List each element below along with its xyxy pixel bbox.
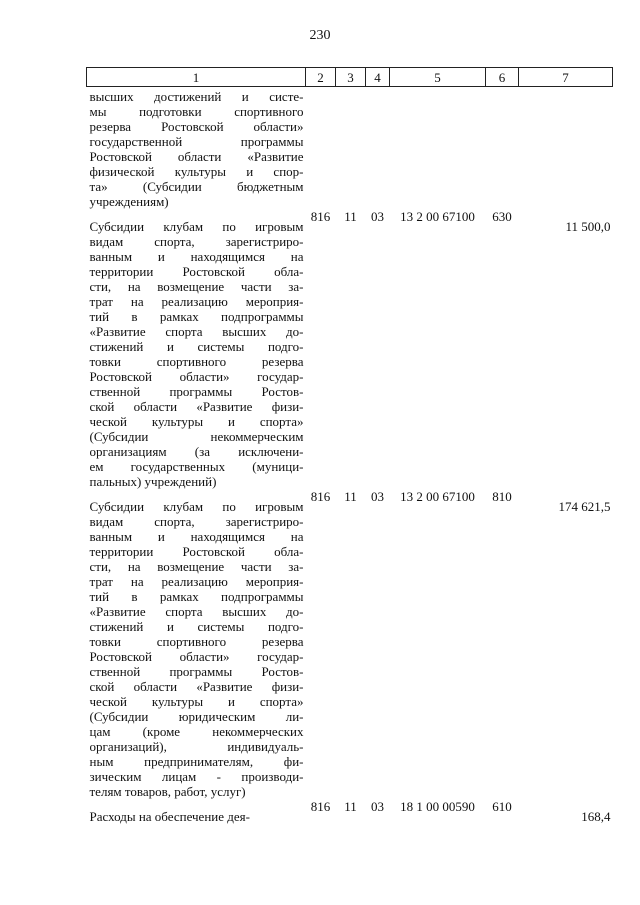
description-line: ческой культуры и спорта» — [89, 694, 304, 709]
cell-section: 11 — [344, 489, 357, 504]
description-line: трат на реализацию мероприя- — [89, 574, 304, 589]
description-line: Расходы на обеспечение дея- — [89, 809, 250, 824]
cell-section: 11 — [344, 799, 357, 814]
description-line: ванным и находящимся на — [89, 249, 304, 264]
table-header-row — [87, 68, 613, 87]
description-line: высших достижений и систе- — [89, 89, 304, 104]
cell-ministry: 816 — [310, 209, 331, 224]
description-line: ственной программы Ростов- — [89, 384, 304, 399]
cell-expense-type: 630 — [492, 209, 512, 224]
cell-target — [390, 87, 486, 210]
cell-amount: 168,4 — [581, 809, 611, 824]
description-line: стижений и системы подго- — [89, 339, 304, 354]
description-line: Субсидии клубам по игровым — [89, 219, 304, 234]
description-line: организациям (за исключени- — [89, 444, 304, 459]
description-line: телям товаров, работ, услуг) — [89, 784, 246, 799]
description-line: мы подготовки спортивного — [89, 104, 304, 119]
cell-subsection: 03 — [371, 209, 384, 224]
description-line: Ростовской области» государ- — [89, 369, 304, 384]
description-line: государственной программы — [89, 134, 304, 149]
cell-subsection: 03 — [371, 489, 384, 504]
cell-description — [87, 209, 306, 489]
cell-subsection: 03 — [371, 799, 384, 814]
description-line: территории Ростовской обла- — [89, 544, 304, 559]
description-line: та» (Субсидии бюджетным — [89, 179, 304, 194]
description-line: товки спортивного резерва — [89, 634, 304, 649]
description-line: товки спортивного резерва — [89, 354, 304, 369]
cell-amount — [519, 87, 613, 210]
column-header-subsection: 4 — [366, 68, 390, 87]
column-header-amount: 7 — [519, 68, 613, 87]
column-header-target: 5 — [390, 68, 486, 87]
table-row — [87, 489, 613, 799]
cell-ministry — [306, 87, 336, 210]
cell-description — [87, 87, 306, 210]
cell-section: 11 — [344, 209, 357, 224]
description-line: сти, на возмещение части за- — [89, 559, 304, 574]
description-line: ской области «Развитие физи- — [89, 679, 304, 694]
description-line: резерва Ростовской области» — [89, 119, 304, 134]
cell-amount: 11 500,0 — [565, 219, 611, 234]
description-line: сти, на возмещение части за- — [89, 279, 304, 294]
cell-expense-type — [486, 87, 519, 210]
cell-expense-type: 610 — [492, 799, 512, 814]
table-row — [87, 799, 613, 824]
description-line: трат на реализацию мероприя- — [89, 294, 304, 309]
description-line: учреждениям) — [89, 194, 169, 209]
description-line: ванным и находящимся на — [89, 529, 304, 544]
description-line: (Субсидии некоммерческим — [89, 429, 304, 444]
description-line: зическим лицам - производи- — [89, 769, 304, 784]
description-line: пальных) учреждений) — [89, 474, 217, 489]
description-line: ской области «Развитие физи- — [89, 399, 304, 414]
cell-expense-type: 810 — [492, 489, 512, 504]
cell-amount: 174 621,5 — [558, 499, 611, 514]
description-line: (Субсидии юридическим ли- — [89, 709, 304, 724]
description-line: Ростовской области «Развитие — [89, 149, 304, 164]
description-line: Субсидии клубам по игровым — [89, 499, 304, 514]
cell-target: 13 2 00 67100 — [400, 489, 475, 504]
description-line: организаций), индивидуаль- — [89, 739, 304, 754]
cell-target: 18 1 00 00590 — [400, 799, 475, 814]
description-line: видам спорта, зарегистриро- — [89, 234, 304, 249]
cell-subsection — [366, 87, 390, 210]
cell-description — [87, 489, 306, 799]
description-line: тий в рамках подпрограммы — [89, 589, 304, 604]
cell-target: 13 2 00 67100 — [400, 209, 475, 224]
description-line: стижений и системы подго- — [89, 619, 304, 634]
description-line: тий в рамках подпрограммы — [89, 309, 304, 324]
column-header-expense-type: 6 — [486, 68, 519, 87]
description-line: ческой культуры и спорта» — [89, 414, 304, 429]
description-line: ем государственных (муници- — [89, 459, 304, 474]
description-line: территории Ростовской обла- — [89, 264, 304, 279]
cell-ministry: 816 — [310, 489, 331, 504]
description-line: ственной программы Ростов- — [89, 664, 304, 679]
description-line: «Развитие спорта высших до- — [89, 324, 304, 339]
description-line: физической культуры и спор- — [89, 164, 304, 179]
column-header-description: 1 — [87, 68, 306, 87]
cell-ministry: 816 — [310, 799, 331, 814]
column-header-ministry: 2 — [306, 68, 336, 87]
description-line: «Развитие спорта высших до- — [89, 604, 304, 619]
table-row — [87, 209, 613, 489]
description-line: Ростовской области» государ- — [89, 649, 304, 664]
description-line: цам (кроме некоммерческих — [89, 724, 304, 739]
description-line: видам спорта, зарегистриро- — [89, 514, 304, 529]
budget-table — [86, 67, 613, 824]
page-number: 230 — [309, 28, 331, 43]
column-header-section: 3 — [336, 68, 366, 87]
table-body — [87, 87, 613, 825]
cell-section — [336, 87, 366, 210]
table-row — [87, 87, 613, 210]
description-line: ным предпринимателям, фи- — [89, 754, 304, 769]
cell-description — [87, 799, 306, 824]
